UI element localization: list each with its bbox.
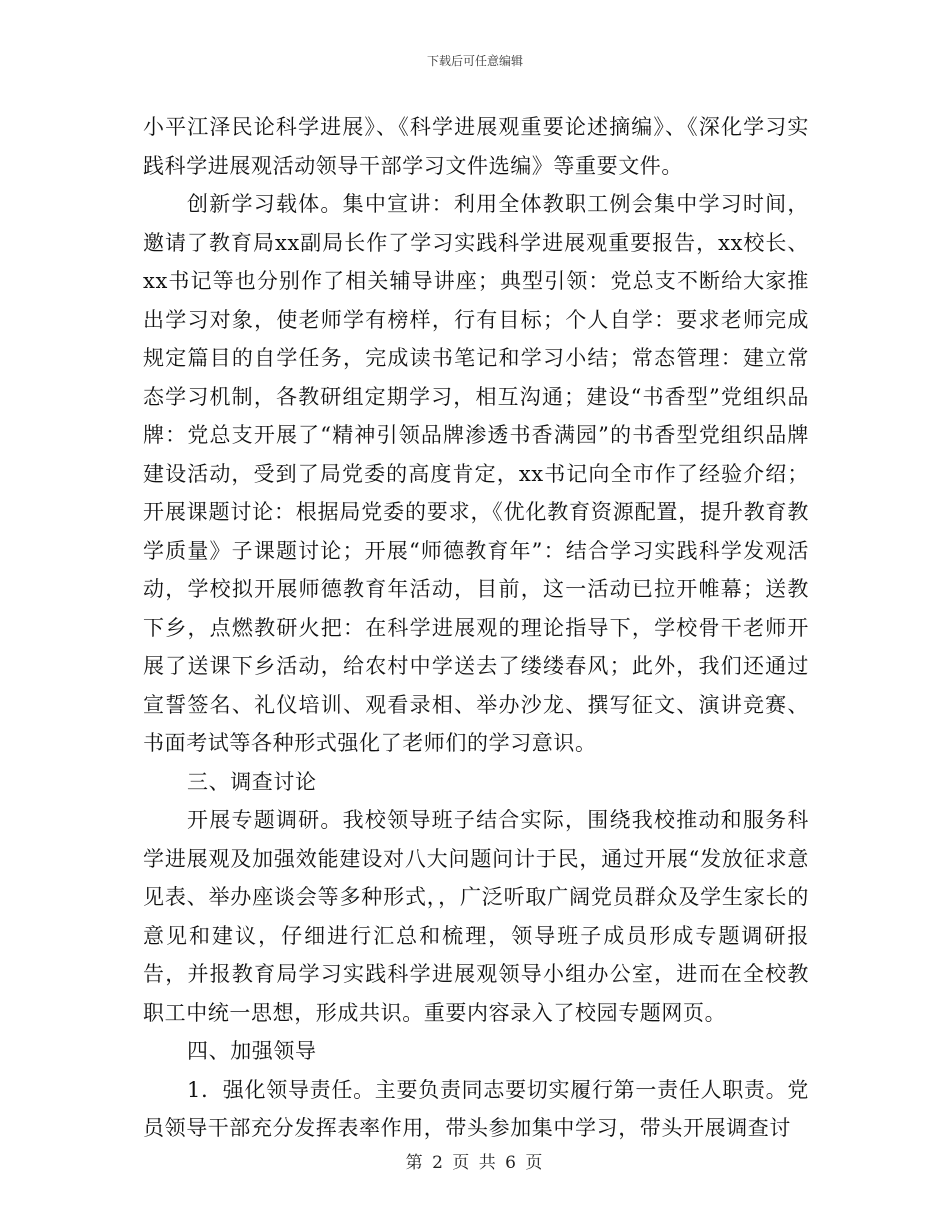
section-heading-3: 三、调查讨论 <box>187 769 317 794</box>
page-header-note: 下载后可任意编辑 <box>426 54 523 68</box>
paragraph-leadership: 1．强化领导责任。主要负责同志要切实履行第一责任人职责。党员领导干部充分发挥表率作用，带头参加集中学习，带头开展调查讨 <box>143 1077 809 1140</box>
paragraph-innovation: 创新学习载体。集中宣讲：利用全体教职工例会集中学习时间，邀请了教育局xx副局长作了学习实践科学进展观重要报告，xx校长、xx书记等也分别作了相关辅导讲座；典型引领：党总支不断给大家推出学习对象，使老师学有榜样，行有目标；个人自学：要求老师完成规定篇目的自学任务，完成读书笔记和学习小结；常态管理：建立常态学习机制，各教研组定期学习，相互沟通；建设“书香型”党组织品牌：党总支开展了“精神引领品牌渗透书香满园”的书香型党组织品牌建设活动，受到了局党委的高度肯定，xx书记向全市作了经验介绍；开展课题讨论：根据局党委的要求，《优化教育资源配置，提升教育教学质量》子课题讨论；开展“师德教育年”：结合学习实践科学发观活动，学校拟开展师德教育年活动，目前，这一活动已拉开帷幕；送教下乡，点燃教研火把：在科学进展观的理论指导下，学校骨干老师开展了送课下乡活动，给农村中学送去了缕缕春风；此外，我们还通过宣誓签名、礼仪培训、观看录相、举办沙龙、撰写征文、演讲竞赛、书面考试等各种形式强化了老师们的学习意识。 <box>143 192 809 755</box>
document-body <box>143 108 809 1148</box>
page-number: 第 2 页 共 6 页 <box>405 1153 545 1173</box>
paragraph-research: 开展专题调研。我校领导班子结合实际，围绕我校推动和服务科学进展观及加强效能建设对八大问题问计于民，通过开展“发放征求意见表、举办座谈会等多种形式，，广泛听取广阔党员群众及学生家长的意见和建议，仔细进行汇总和梳理，领导班子成员形成专题调研报告，并报教育局学习实践科学进展观领导小组办公室，进而在全校教职工中统一思想，形成共识。重要内容录入了校园专题网页。 <box>143 808 809 1025</box>
section-heading-4: 四、加强领导 <box>187 1039 317 1063</box>
paragraph-continued: 小平江泽民论科学进展》、《科学进展观重要论述摘编》、《深化学习实践科学进展观活动领导干部学习文件选编》等重要文件。 <box>143 115 809 178</box>
